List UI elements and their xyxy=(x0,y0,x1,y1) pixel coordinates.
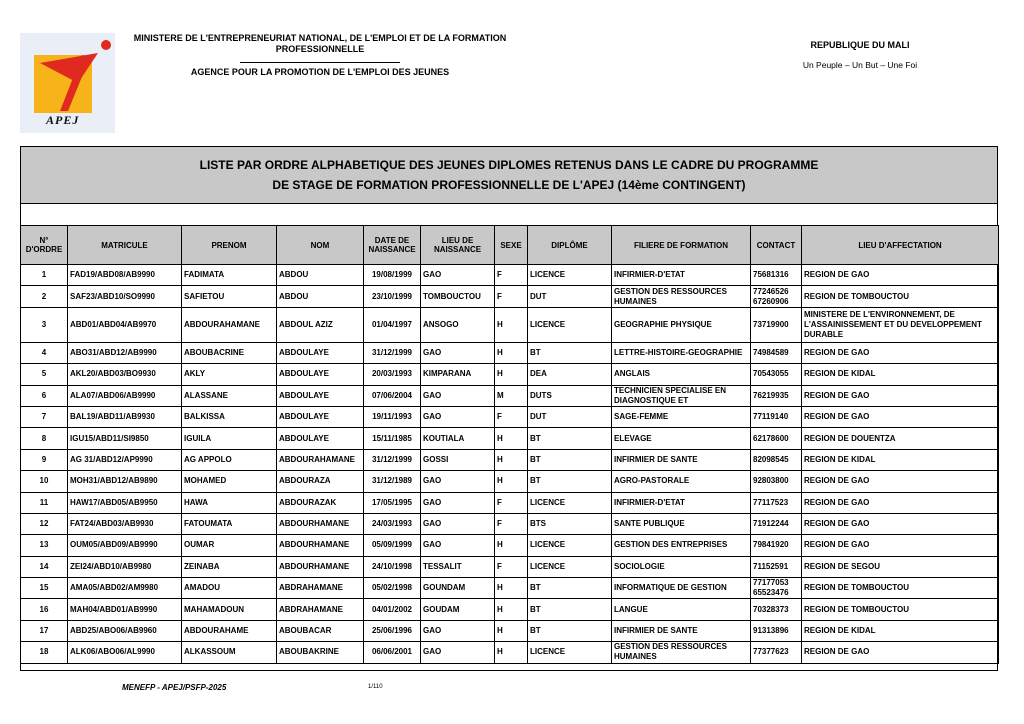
table-cell: DUT xyxy=(528,286,612,307)
table-header-row xyxy=(21,226,999,265)
table-cell: 71912244 xyxy=(751,513,802,534)
table-cell: 05/02/1998 xyxy=(364,578,421,599)
table-row xyxy=(21,428,999,449)
table-cell: GOUNDAM xyxy=(421,578,495,599)
table-cell: GAO xyxy=(421,492,495,513)
table-cell: ABDOULAYE xyxy=(277,385,364,406)
table-cell: HAWA xyxy=(182,492,277,513)
table-cell: GAO xyxy=(421,385,495,406)
table-cell: SAFIETOU xyxy=(182,286,277,307)
table-cell: H xyxy=(495,535,528,556)
table-cell: 12 xyxy=(21,513,68,534)
table-cell: F xyxy=(495,556,528,577)
table-cell: 76219935 xyxy=(751,385,802,406)
table-cell: REGION DE GAO xyxy=(802,265,999,286)
table-cell: 5 xyxy=(21,364,68,385)
table-cell: 2 xyxy=(21,286,68,307)
table-cell: 17/05/1995 xyxy=(364,492,421,513)
table-cell: GOUDAM xyxy=(421,599,495,620)
table-cell: H xyxy=(495,620,528,641)
table-cell: 73719900 xyxy=(751,307,802,342)
table-cell: MOHAMED xyxy=(182,471,277,492)
table-cell: GAO xyxy=(421,620,495,641)
table-cell: 15 xyxy=(21,578,68,599)
table-cell: ABD25/ABO06/AB9960 xyxy=(68,620,182,641)
column-header: LIEU DE NAISSANCE xyxy=(421,226,495,265)
table-cell: 19/08/1999 xyxy=(364,265,421,286)
table-cell: GESTION DES RESSOURCES HUMAINES xyxy=(612,286,751,307)
table-cell: H xyxy=(495,307,528,342)
table-cell: 19/11/1993 xyxy=(364,406,421,427)
column-header: N° D'ORDRE xyxy=(21,226,68,265)
table-cell: GAO xyxy=(421,513,495,534)
table-cell: GOSSI xyxy=(421,449,495,470)
table-cell: SAF23/ABD10/SO9990 xyxy=(68,286,182,307)
table-cell: MAHAMADOUN xyxy=(182,599,277,620)
table-cell: 74984589 xyxy=(751,342,802,363)
table-cell: GAO xyxy=(421,535,495,556)
table-row xyxy=(21,599,999,620)
table-cell: ABO31/ABD12/AB9990 xyxy=(68,342,182,363)
table-cell: 24/10/1998 xyxy=(364,556,421,577)
table-cell: 20/03/1993 xyxy=(364,364,421,385)
table-cell: REGION DE GAO xyxy=(802,535,999,556)
table-cell: 92803800 xyxy=(751,471,802,492)
table-row xyxy=(21,642,999,663)
table-row xyxy=(21,556,999,577)
table-cell: DUT xyxy=(528,406,612,427)
table-cell: LICENCE xyxy=(528,642,612,663)
table-cell: REGION DE TOMBOUCTOU xyxy=(802,599,999,620)
table-row xyxy=(21,620,999,641)
table-cell: AMADOU xyxy=(182,578,277,599)
table-cell: 82098545 xyxy=(751,449,802,470)
country-name: REPUBLIQUE DU MALI xyxy=(810,40,910,50)
table-cell: SANTE PUBLIQUE xyxy=(612,513,751,534)
ministry-line1: MINISTERE DE L'ENTREPRENEURIAT NATIONAL, DE L'EMPLOI ET DE LA FORMATION xyxy=(133,33,507,43)
table-cell: 01/04/1997 xyxy=(364,307,421,342)
table-cell: ABDOURAHAMANE xyxy=(182,307,277,342)
trainees-table xyxy=(20,225,999,664)
table-cell: 14 xyxy=(21,556,68,577)
table-cell: AG APPOLO xyxy=(182,449,277,470)
table-cell: AKL20/ABD03/BO9930 xyxy=(68,364,182,385)
table-cell: ABOUBACAR xyxy=(277,620,364,641)
column-header: MATRICULE xyxy=(68,226,182,265)
table-cell: GAO xyxy=(421,642,495,663)
table-cell: H xyxy=(495,364,528,385)
table-row xyxy=(21,364,999,385)
table-cell: 17 xyxy=(21,620,68,641)
table-cell: ABDRAHAMANE xyxy=(277,578,364,599)
table-cell: ABOUBACRINE xyxy=(182,342,277,363)
table-cell: DUTS xyxy=(528,385,612,406)
table-cell: 10 xyxy=(21,471,68,492)
table-cell: 77119140 xyxy=(751,406,802,427)
table-row xyxy=(21,471,999,492)
table-cell: 79841920 xyxy=(751,535,802,556)
table-cell: BAL19/ABD11/AB9930 xyxy=(68,406,182,427)
table-cell: 31/12/1999 xyxy=(364,449,421,470)
table-cell: 77246526 67260906 xyxy=(751,286,802,307)
table-cell: HAW17/ABD05/AB9950 xyxy=(68,492,182,513)
table-cell: ZEI24/ABD10/AB9980 xyxy=(68,556,182,577)
table-cell: LICENCE xyxy=(528,492,612,513)
table-cell: BT xyxy=(528,620,612,641)
table-cell: BT xyxy=(528,599,612,620)
table-cell: ABDOU xyxy=(277,265,364,286)
column-header: SEXE xyxy=(495,226,528,265)
table-row xyxy=(21,286,999,307)
footer-reference: MENEFP - APEJ/PSFP-2025 xyxy=(122,683,227,692)
table-cell: ANGLAIS xyxy=(612,364,751,385)
table-cell: IGUILA xyxy=(182,428,277,449)
table-cell: FAD19/ABD08/AB9990 xyxy=(68,265,182,286)
table-row xyxy=(21,535,999,556)
table-row xyxy=(21,406,999,427)
table-cell: KIMPARANA xyxy=(421,364,495,385)
table-cell: FADIMATA xyxy=(182,265,277,286)
table-cell: 1 xyxy=(21,265,68,286)
table-row xyxy=(21,492,999,513)
ministry-header xyxy=(120,33,520,78)
table-cell: LICENCE xyxy=(528,307,612,342)
column-header: NOM xyxy=(277,226,364,265)
table-cell: GEOGRAPHIE PHYSIQUE xyxy=(612,307,751,342)
table-cell: 05/09/1999 xyxy=(364,535,421,556)
table-cell: ABDOU xyxy=(277,286,364,307)
table-cell: ABDOULAYE xyxy=(277,406,364,427)
table-row xyxy=(21,385,999,406)
table-cell: REGION DE GAO xyxy=(802,471,999,492)
table-cell: 04/01/2002 xyxy=(364,599,421,620)
table-cell: 91313896 xyxy=(751,620,802,641)
table-cell: ABDOULAYE xyxy=(277,342,364,363)
table-cell: 62178600 xyxy=(751,428,802,449)
table-cell: 31/12/1989 xyxy=(364,471,421,492)
table-cell: 18 xyxy=(21,642,68,663)
title-line1: LISTE PAR ORDRE ALPHABETIQUE DES JEUNES DIPLOMES RETENUS DANS LE CADRE DU PROGRAMME xyxy=(199,158,819,172)
table-cell: REGION DE SEGOU xyxy=(802,556,999,577)
table-cell: AG 31/ABD12/AP9990 xyxy=(68,449,182,470)
table-cell: F xyxy=(495,513,528,534)
table-cell: FAT24/ABD03/AB9930 xyxy=(68,513,182,534)
table-cell: 25/06/1996 xyxy=(364,620,421,641)
table-cell: 24/03/1993 xyxy=(364,513,421,534)
table-cell: 75681316 xyxy=(751,265,802,286)
table-cell: ALA07/ABD06/AB9990 xyxy=(68,385,182,406)
table-cell: ANSOGO xyxy=(421,307,495,342)
table-cell: H xyxy=(495,449,528,470)
table-cell: INFIRMIER DE SANTE xyxy=(612,620,751,641)
country-header xyxy=(780,40,940,70)
table-cell: TESSALIT xyxy=(421,556,495,577)
table-cell: REGION DE GAO xyxy=(802,385,999,406)
table-cell: LICENCE xyxy=(528,535,612,556)
table-cell: REGION DE DOUENTZA xyxy=(802,428,999,449)
table-cell: BT xyxy=(528,471,612,492)
table-cell: BALKISSA xyxy=(182,406,277,427)
table-row xyxy=(21,307,999,342)
table-cell: 11 xyxy=(21,492,68,513)
table-cell: 9 xyxy=(21,449,68,470)
table-cell: 71152591 xyxy=(751,556,802,577)
table-cell: REGION DE KIDAL xyxy=(802,449,999,470)
table-cell: 13 xyxy=(21,535,68,556)
table-cell: H xyxy=(495,642,528,663)
table-cell: REGION DE KIDAL xyxy=(802,620,999,641)
table-cell: ALKASSOUM xyxy=(182,642,277,663)
table-cell: REGION DE TOMBOUCTOU xyxy=(802,578,999,599)
table-cell: H xyxy=(495,578,528,599)
table-cell: H xyxy=(495,599,528,620)
table-cell: ABDOURAZAK xyxy=(277,492,364,513)
table-cell: H xyxy=(495,471,528,492)
table-cell: REGION DE KIDAL xyxy=(802,364,999,385)
table-cell: 8 xyxy=(21,428,68,449)
table-row xyxy=(21,449,999,470)
title-line2: DE STAGE DE FORMATION PROFESSIONNELLE DE L'APEJ (14ème CONTINGENT) xyxy=(272,178,746,192)
table-cell: H xyxy=(495,428,528,449)
table-cell: GAO xyxy=(421,342,495,363)
country-motto: Un Peuple – Un But – Une Foi xyxy=(802,60,918,70)
table-cell: H xyxy=(495,342,528,363)
table-cell: ABDRAHAMANE xyxy=(277,599,364,620)
column-header: CONTACT xyxy=(751,226,802,265)
table-cell: FATOUMATA xyxy=(182,513,277,534)
table-cell: REGION DE TOMBOUCTOU xyxy=(802,286,999,307)
column-header: FILIERE DE FORMATION xyxy=(612,226,751,265)
table-cell: BT xyxy=(528,578,612,599)
table-cell: ABDOULAYE xyxy=(277,364,364,385)
table-cell: 16 xyxy=(21,599,68,620)
table-cell: F xyxy=(495,265,528,286)
table-cell: GESTION DES RESSOURCES HUMAINES xyxy=(612,642,751,663)
table-cell: ALK06/ABO06/AL9990 xyxy=(68,642,182,663)
table-cell: BT xyxy=(528,428,612,449)
table-cell: 3 xyxy=(21,307,68,342)
table-cell: F xyxy=(495,492,528,513)
table-cell: 15/11/1985 xyxy=(364,428,421,449)
table-cell: GAO xyxy=(421,406,495,427)
table-cell: 77177053 65523476 xyxy=(751,578,802,599)
page-number: 1/110 xyxy=(368,684,383,690)
table-cell: 7 xyxy=(21,406,68,427)
table-cell: ABDOUL AZIZ xyxy=(277,307,364,342)
column-header: DATE DE NAISSANCE xyxy=(364,226,421,265)
table-cell: 23/10/1999 xyxy=(364,286,421,307)
table-cell: BT xyxy=(528,449,612,470)
table-cell: INFIRMIER-D'ETAT xyxy=(612,265,751,286)
table-row xyxy=(21,513,999,534)
table-cell: ABDOURHAMANE xyxy=(277,556,364,577)
table-cell: GESTION DES ENTREPRISES xyxy=(612,535,751,556)
table-cell: ABDOURAZA xyxy=(277,471,364,492)
table-cell: 31/12/1999 xyxy=(364,342,421,363)
table-cell: GAO xyxy=(421,471,495,492)
table-cell: 06/06/2001 xyxy=(364,642,421,663)
column-header: DIPLÔME xyxy=(528,226,612,265)
apej-logo xyxy=(20,33,115,133)
table-cell: BT xyxy=(528,342,612,363)
table-cell: 70328373 xyxy=(751,599,802,620)
table-cell: LICENCE xyxy=(528,556,612,577)
table-cell: 4 xyxy=(21,342,68,363)
table-cell: LETTRE-HISTOIRE-GEOGRAPHIE xyxy=(612,342,751,363)
table-cell: REGION DE GAO xyxy=(802,406,999,427)
table-row xyxy=(21,265,999,286)
table-cell: ELEVAGE xyxy=(612,428,751,449)
table-cell: INFORMATIQUE DE GESTION xyxy=(612,578,751,599)
table-cell: F xyxy=(495,286,528,307)
table-row xyxy=(21,578,999,599)
table-cell: F xyxy=(495,406,528,427)
table-cell: SAGE-FEMME xyxy=(612,406,751,427)
table-cell: LICENCE xyxy=(528,265,612,286)
table-cell: 07/06/2004 xyxy=(364,385,421,406)
ministry-line2: PROFESSIONNELLE xyxy=(275,44,365,54)
header-divider xyxy=(240,62,400,63)
table-cell: MOH31/ABD12/AB9890 xyxy=(68,471,182,492)
table-cell: ABDOURAHAMANE xyxy=(277,449,364,470)
table-cell: 70543055 xyxy=(751,364,802,385)
table-cell: M xyxy=(495,385,528,406)
table-cell: REGION DE GAO xyxy=(802,513,999,534)
table-cell: OUM05/ABD09/AB9990 xyxy=(68,535,182,556)
table-cell: ABDOURHAMANE xyxy=(277,535,364,556)
table-cell: MINISTERE DE L'ENVIRONNEMENT, DE L'ASSAINISSEMENT ET DU DEVELOPPEMENT DURABLE xyxy=(802,307,999,342)
table-cell: INFIRMIER-D'ETAT xyxy=(612,492,751,513)
table-cell: ALASSANE xyxy=(182,385,277,406)
table-cell: BTS xyxy=(528,513,612,534)
table-cell: 77117523 xyxy=(751,492,802,513)
table-cell: ABDOULAYE xyxy=(277,428,364,449)
table-cell: TECHNICIEN SPECIALISE EN DIAGNOSTIQUE ET xyxy=(612,385,751,406)
table-cell: TOMBOUCTOU xyxy=(421,286,495,307)
table-cell: REGION DE GAO xyxy=(802,642,999,663)
table-cell: 77377623 xyxy=(751,642,802,663)
table-row xyxy=(21,342,999,363)
table-cell: OUMAR xyxy=(182,535,277,556)
logo-text: APEJ xyxy=(46,113,80,127)
table-cell: KOUTIALA xyxy=(421,428,495,449)
table-cell: AGRO-PASTORALE xyxy=(612,471,751,492)
table-cell: ABD01/ABD04/AB9970 xyxy=(68,307,182,342)
column-header: PRENOM xyxy=(182,226,277,265)
agency-name: AGENCE POUR LA PROMOTION DE L'EMPLOI DES JEUNES xyxy=(190,67,450,77)
table-cell: DEA xyxy=(528,364,612,385)
table-cell: AKLY xyxy=(182,364,277,385)
table-cell: LANGUE xyxy=(612,599,751,620)
table-cell: ZEINABA xyxy=(182,556,277,577)
table-cell: GAO xyxy=(421,265,495,286)
table-cell: ABDOURAHAME xyxy=(182,620,277,641)
table-cell: REGION DE GAO xyxy=(802,492,999,513)
table-cell: ABDOURHAMANE xyxy=(277,513,364,534)
list-title xyxy=(20,146,998,204)
table-cell: ABOUBAKRINE xyxy=(277,642,364,663)
table-cell: SOCIOLOGIE xyxy=(612,556,751,577)
table-cell: 6 xyxy=(21,385,68,406)
table-cell: IGU15/ABD11/SI9850 xyxy=(68,428,182,449)
table-body xyxy=(21,265,999,664)
table-cell: INFIRMIER DE SANTE xyxy=(612,449,751,470)
table-cell: MAH04/ABD01/AB9990 xyxy=(68,599,182,620)
column-header: LIEU D'AFFECTATION xyxy=(802,226,999,265)
table-cell: AMA05/ABD02/AM9980 xyxy=(68,578,182,599)
table-cell: REGION DE GAO xyxy=(802,342,999,363)
